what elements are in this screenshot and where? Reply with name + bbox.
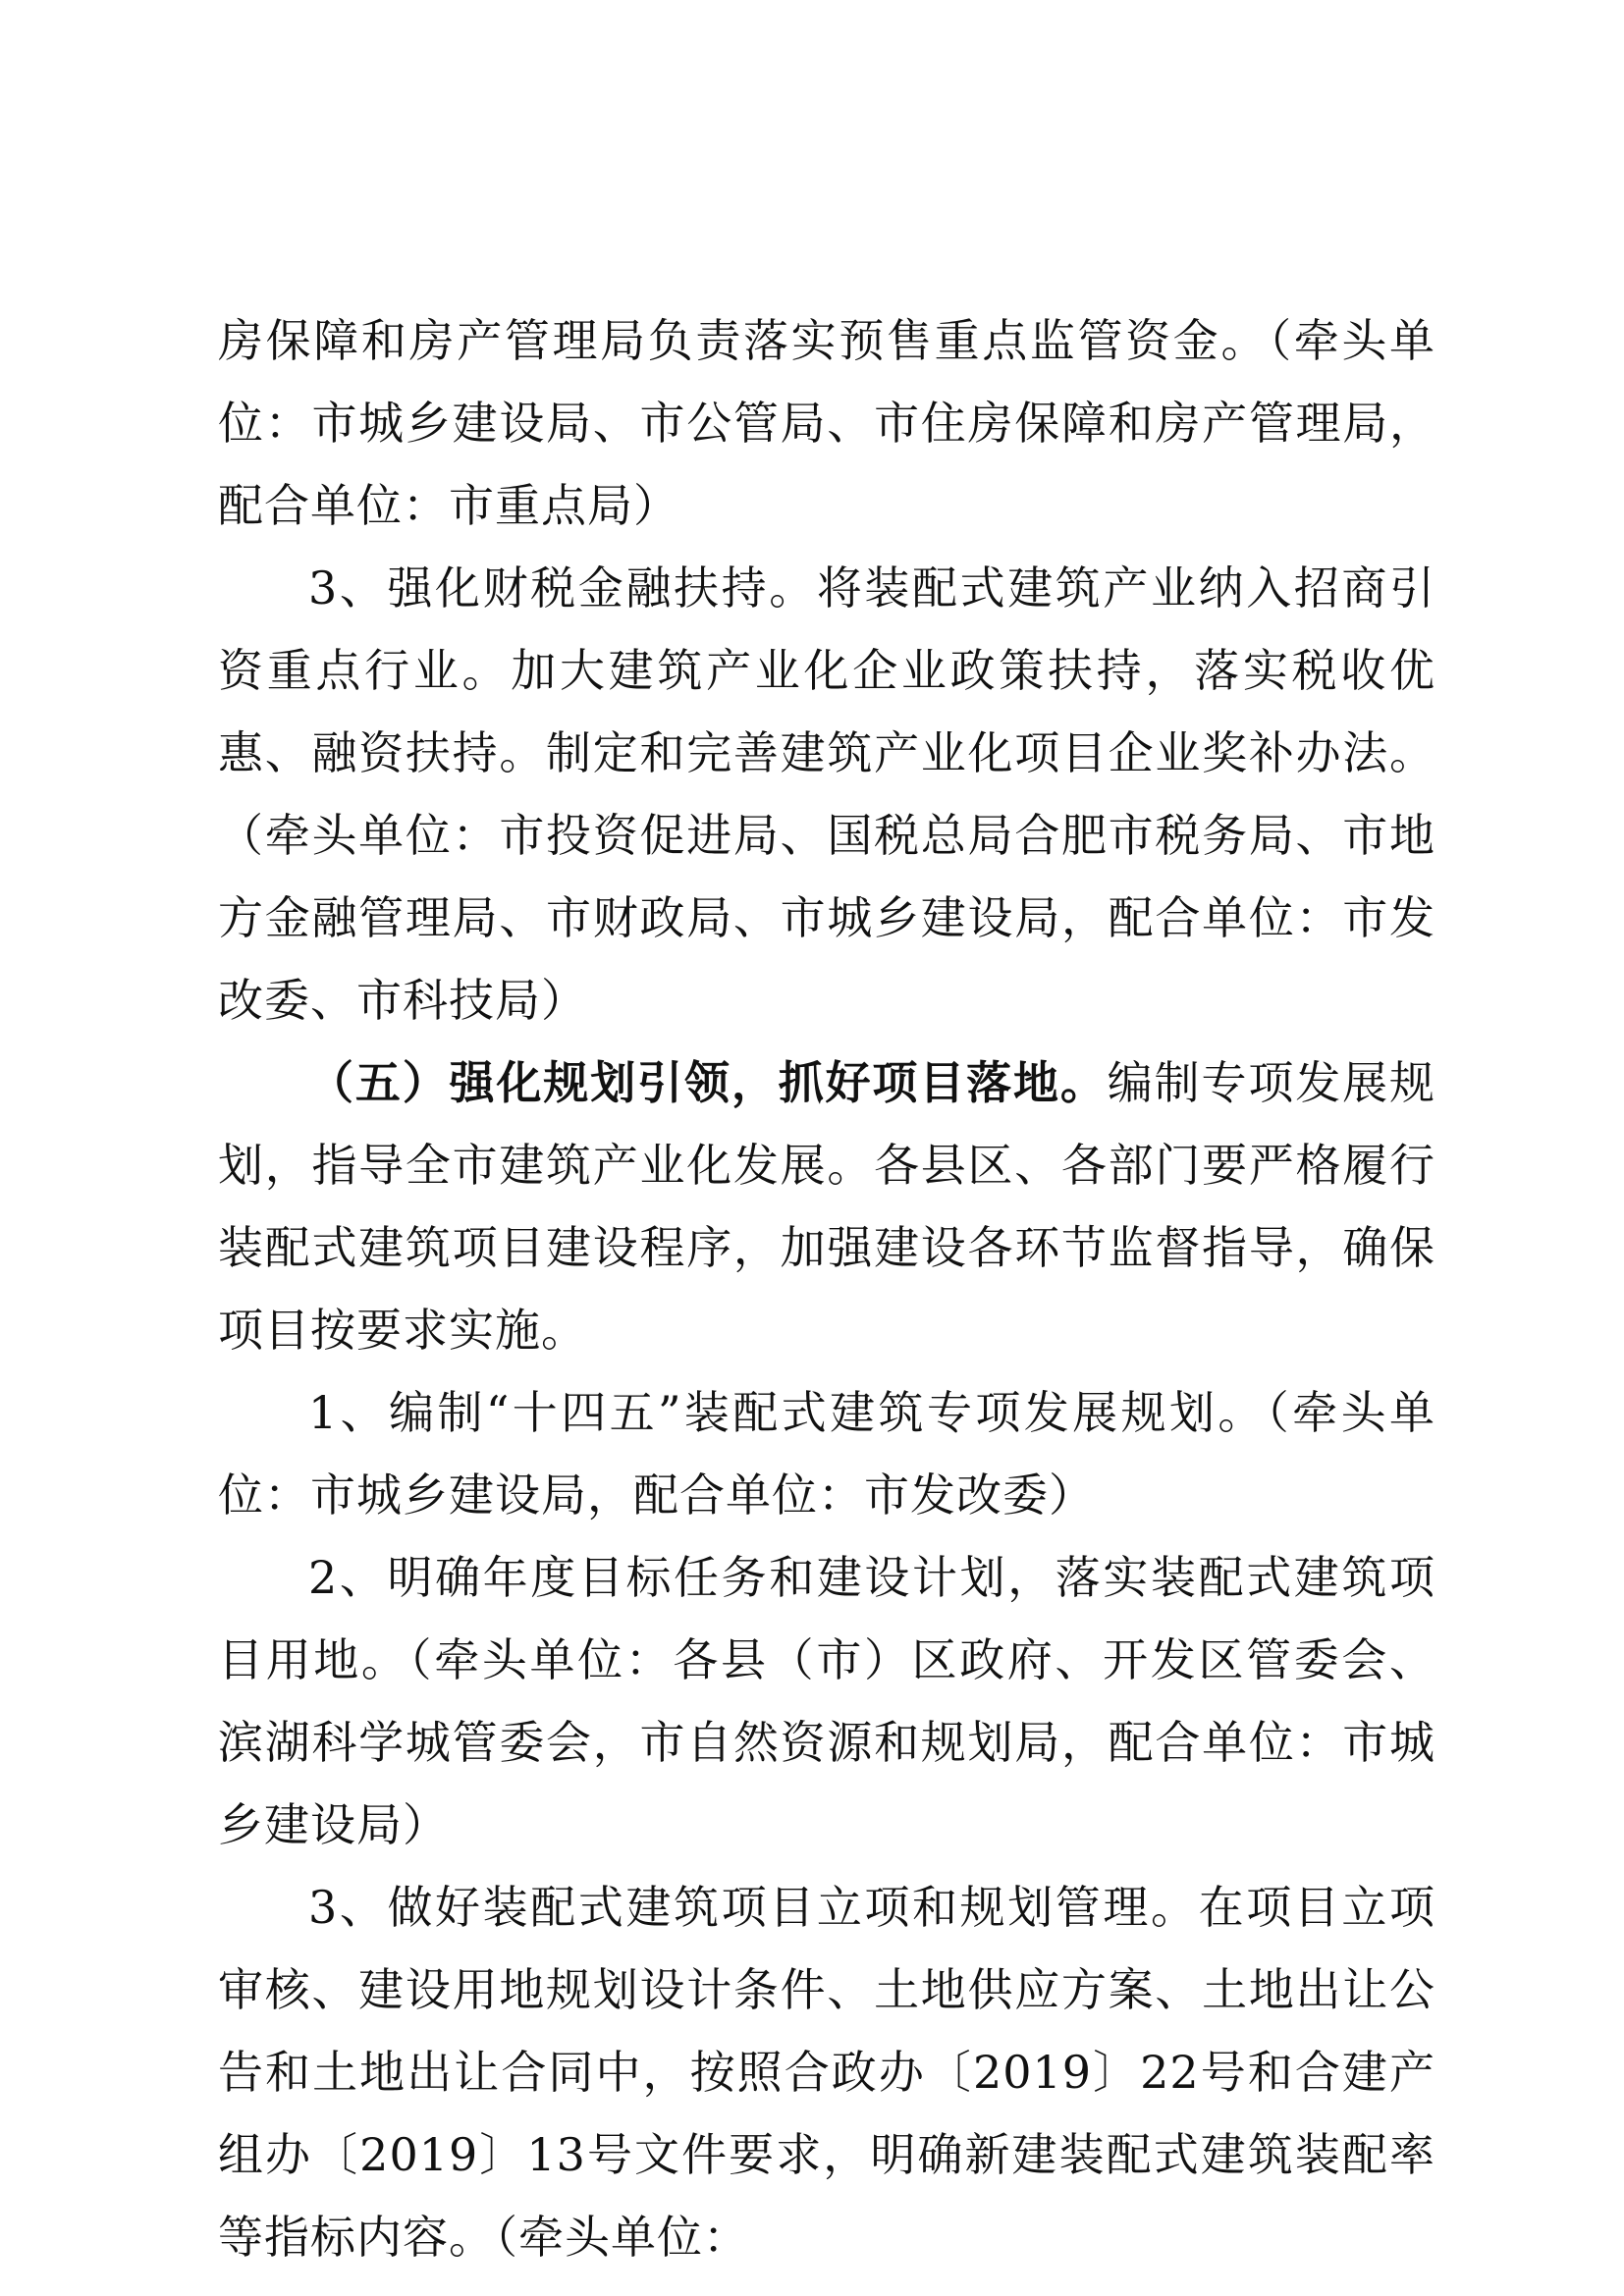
paragraph-text: 1、编制“十四五”装配式建筑专项发展规划。（牵头单位：市城乡建设局，配合单位：市发改委）: [218, 1386, 1435, 1522]
paragraph-plan-item-3: [218, 1866, 1435, 2278]
paragraph-text: 3、做好装配式建筑项目立项和规划管理。在项目立项审核、建设用地规划设计条件、土地供应方案、土地出让公告和土地出让合同中，按照合政办〔2019〕22号和合建产组办〔2019〕13号文件要求，明确新建装配式建筑装配率等指标内容。（牵头单位：: [218, 1881, 1435, 2264]
paragraph-text: 编制专项发展规划，指导全市建筑产业化发展。各县区、各部门要严格履行装配式建筑项目建设程序，加强建设各环节监督指导，确保项目按要求实施。: [218, 1056, 1436, 1357]
document-body: [218, 299, 1435, 2278]
paragraph-text: 2、明确年度目标任务和建设计划，落实装配式建筑项目用地。（牵头单位：各县（市）区政府、开发区管委会、滨湖科学城管委会，市自然资源和规划局，配合单位：市城乡建设局）: [218, 1551, 1435, 1851]
paragraph-text: 房保障和房产管理局负责落实预售重点监管资金。（牵头单位：市城乡建设局、市公管局、市住房保障和房产管理局，配合单位：市重点局）: [218, 314, 1435, 532]
section-heading-paragraph: [218, 1041, 1435, 1371]
paragraph-continuation: [218, 299, 1435, 547]
paragraph-plan-item-1: [218, 1371, 1435, 1536]
paragraph-text: 3、强化财税金融扶持。将装配式建筑产业纳入招商引资重点行业。加大建筑产业化企业政策扶持，落实税收优惠、融资扶持。制定和完善建筑产业化项目企业奖补办法。（牵头单位：市投资促进局、国税总局合肥市税务局、市地方金融管理局、市财政局、市城乡建设局，配合单位：市发改委、市科技局）: [218, 561, 1435, 1027]
paragraph-plan-item-2: [218, 1536, 1435, 1866]
paragraph-finance-tax-support: [218, 547, 1435, 1041]
section-heading: （五）强化规划引领，抓好项目落地。: [308, 1056, 1108, 1109]
